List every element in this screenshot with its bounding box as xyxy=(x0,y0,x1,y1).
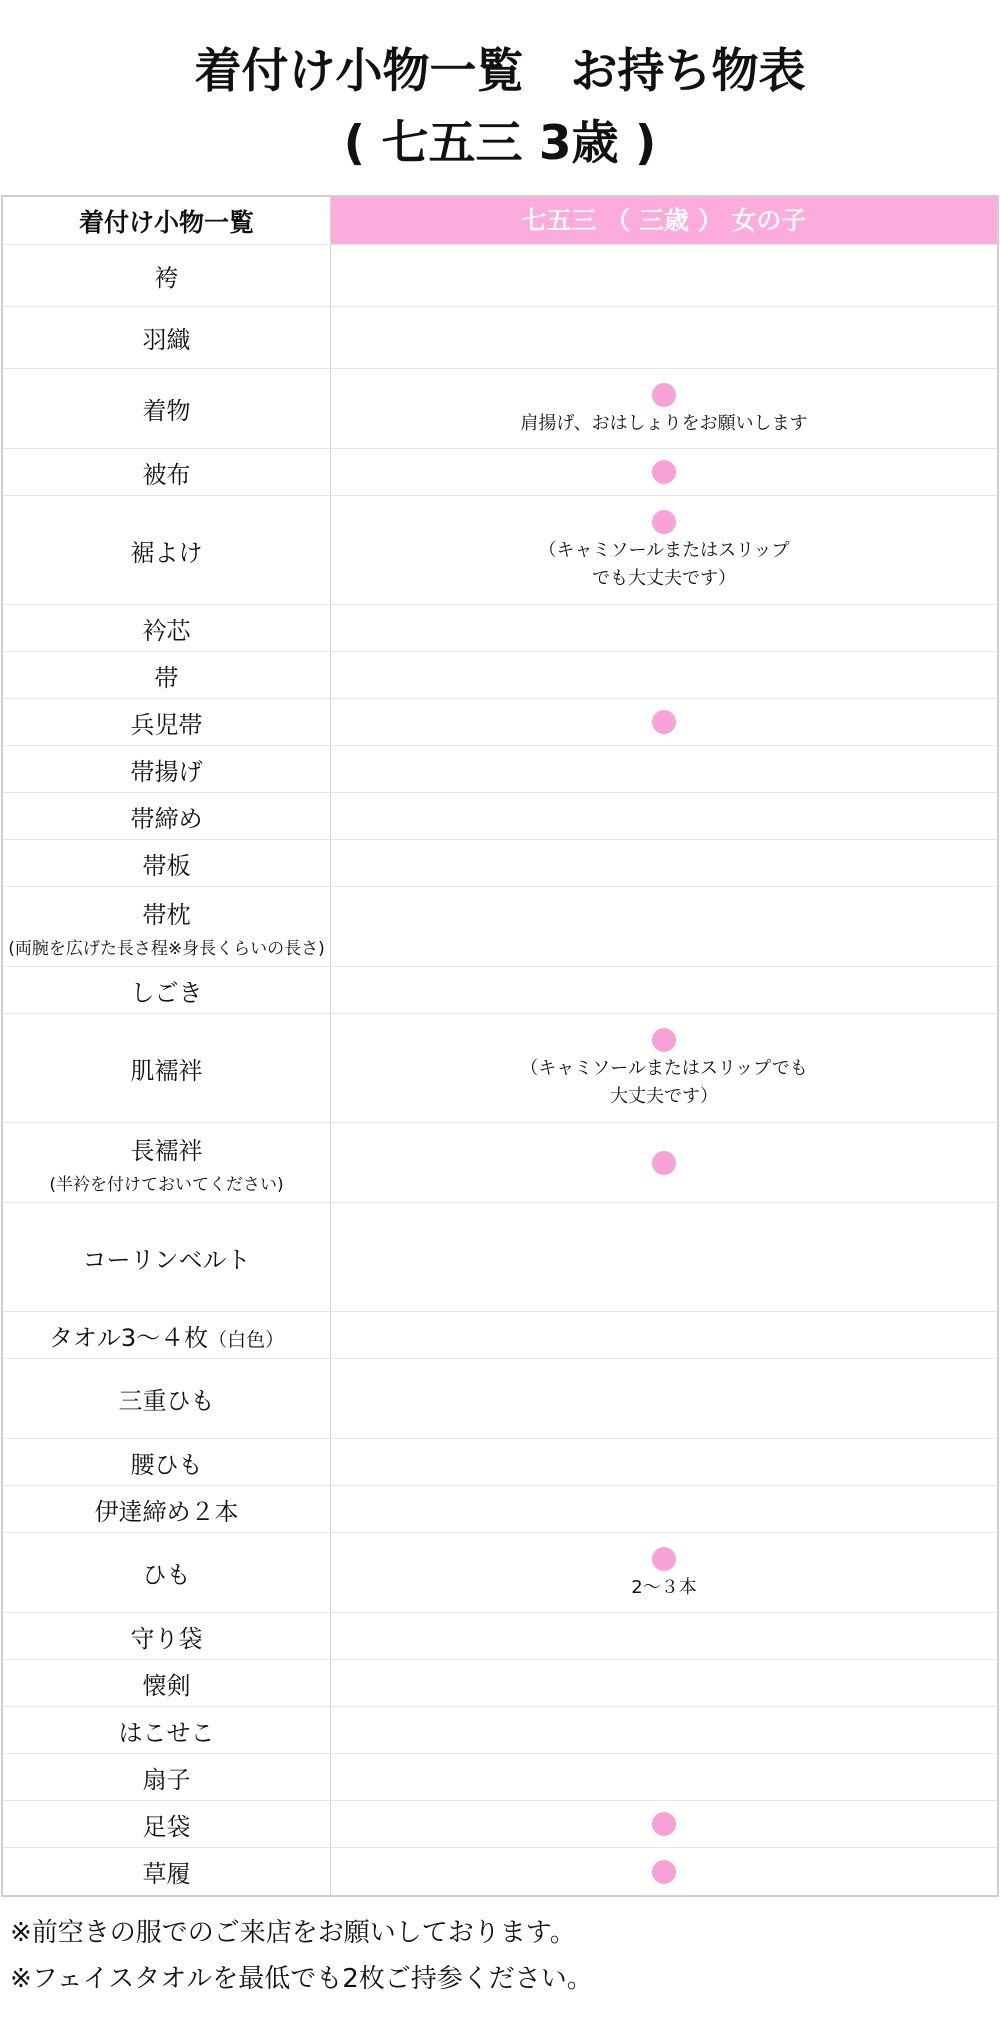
status-cell xyxy=(331,496,997,604)
table-row xyxy=(3,245,997,307)
item-cell xyxy=(3,840,331,886)
table-row xyxy=(3,1848,997,1895)
item-name: 肌襦袢 xyxy=(130,1056,203,1085)
item-note: （キャミソールまたはスリップでも 大丈夫です） xyxy=(520,1058,808,1107)
table-row xyxy=(3,1660,997,1707)
item-name: 裾よけ xyxy=(130,538,203,567)
item-name: 着物 xyxy=(142,397,191,425)
table-row xyxy=(3,1439,997,1486)
status-cell xyxy=(331,746,997,792)
item-cell xyxy=(3,1486,331,1532)
required-dot-icon xyxy=(652,510,676,534)
table-row xyxy=(3,1801,997,1848)
item-cell xyxy=(3,1533,331,1612)
required-dot-icon xyxy=(652,1028,676,1052)
item-cell xyxy=(3,1439,331,1485)
item-name: 帯 xyxy=(154,663,179,692)
item-cell xyxy=(3,1312,331,1358)
item-cell xyxy=(3,1123,331,1202)
status-cell xyxy=(331,1707,997,1753)
required-dot-icon xyxy=(652,1151,676,1175)
required-dot-icon xyxy=(652,1547,676,1571)
required-dot-icon xyxy=(652,1860,676,1884)
status-cell xyxy=(331,1533,997,1612)
table-row xyxy=(3,1754,997,1801)
status-cell xyxy=(331,1123,997,1202)
table-row xyxy=(3,369,997,449)
item-cell xyxy=(3,245,331,306)
table-row xyxy=(3,1312,997,1359)
table-row xyxy=(3,1203,997,1312)
table-row xyxy=(3,652,997,699)
status-cell xyxy=(331,887,997,966)
status-cell xyxy=(331,1613,997,1659)
table-row xyxy=(3,840,997,887)
status-cell xyxy=(331,1660,997,1706)
item-name: しごき xyxy=(130,978,203,1007)
table-row xyxy=(3,1613,997,1660)
item-name: 守り袋 xyxy=(130,1624,203,1653)
item-name: 懐剣 xyxy=(142,1671,191,1700)
item-name: 足袋 xyxy=(142,1812,191,1841)
item-cell xyxy=(3,307,331,368)
status-cell xyxy=(331,967,997,1013)
table-row xyxy=(3,307,997,369)
item-name: 帯板 xyxy=(142,851,191,880)
item-name: 袴 xyxy=(154,264,179,292)
status-cell xyxy=(331,840,997,886)
status-cell xyxy=(331,1014,997,1122)
status-cell xyxy=(331,1801,997,1847)
item-note: 肩揚げ、おはしょりをお願いします xyxy=(520,412,808,434)
item-name: 羽織 xyxy=(142,326,191,354)
item-name: ひも xyxy=(142,1561,191,1589)
item-cell xyxy=(3,1613,331,1659)
item-name: 三重ひも xyxy=(118,1387,215,1415)
table-row xyxy=(3,1123,997,1203)
item-name: 帯揚げ xyxy=(130,757,203,786)
table-row xyxy=(3,1533,997,1613)
page-title xyxy=(0,0,1000,171)
table-row xyxy=(3,1359,997,1439)
item-name: 伊達締め２本 xyxy=(94,1497,239,1526)
title-line-1: 着付け小物一覧 お持ち物表 xyxy=(194,44,806,99)
item-cell xyxy=(3,887,331,966)
item-suffix: （白色） xyxy=(208,1328,285,1351)
item-cell xyxy=(3,967,331,1013)
item-name: コーリンベルト xyxy=(82,1245,251,1274)
item-cell xyxy=(3,605,331,651)
status-cell xyxy=(331,307,997,368)
status-cell xyxy=(331,1754,997,1800)
item-cell xyxy=(3,1848,331,1895)
status-cell xyxy=(331,1203,997,1311)
item-cell xyxy=(3,1203,331,1311)
status-cell xyxy=(331,652,997,698)
status-cell xyxy=(331,793,997,839)
required-dot-icon xyxy=(652,1812,676,1836)
item-cell xyxy=(3,793,331,839)
item-note: （キャミソールまたはスリップ でも大丈夫です） xyxy=(538,540,790,589)
item-name: 扇子 xyxy=(142,1765,191,1794)
item-cell xyxy=(3,652,331,698)
footer-notes xyxy=(10,1910,593,2002)
table-row xyxy=(3,496,997,605)
status-cell xyxy=(331,1486,997,1532)
item-cell xyxy=(3,1801,331,1847)
item-cell xyxy=(3,1754,331,1800)
item-subnote: (半衿を付けておいてください) xyxy=(49,1174,284,1195)
status-cell xyxy=(331,245,997,306)
item-name: 帯締め xyxy=(130,804,203,833)
required-dot-icon xyxy=(652,710,676,734)
status-cell xyxy=(331,1312,997,1358)
item-name: 衿芯 xyxy=(142,616,191,645)
item-cell xyxy=(3,699,331,745)
status-cell xyxy=(331,1359,997,1438)
status-cell xyxy=(331,605,997,651)
status-cell xyxy=(331,1848,997,1895)
header-shichigosan: 七五三 （ 三歳 ） 女の子 xyxy=(331,197,997,244)
header-items: 着付け小物一覧 xyxy=(3,197,331,244)
table-row xyxy=(3,1707,997,1754)
table-row xyxy=(3,887,997,967)
item-name: 帯枕 xyxy=(142,900,191,929)
table-row xyxy=(3,1014,997,1123)
item-name: はこせこ xyxy=(118,1718,215,1747)
item-cell xyxy=(3,1014,331,1122)
status-cell xyxy=(331,699,997,745)
required-dot-icon xyxy=(652,383,676,407)
table-row xyxy=(3,746,997,793)
item-cell xyxy=(3,1359,331,1438)
status-cell xyxy=(331,369,997,448)
item-note: 2〜３本 xyxy=(631,1576,697,1598)
footer-note-2: ※フェイスタオルを最低でも2枚ご持参ください。 xyxy=(10,1964,593,1994)
item-cell xyxy=(3,1707,331,1753)
title-line-2: ( 七五三 3歳 ) xyxy=(343,116,657,171)
table-row xyxy=(3,449,997,496)
item-name: 兵児帯 xyxy=(130,710,203,739)
table-row xyxy=(3,605,997,652)
table-row xyxy=(3,699,997,746)
footer-note-1: ※前空きの服でのご来店をお願いしております。 xyxy=(10,1918,576,1948)
item-name: 腰ひも xyxy=(130,1450,203,1479)
item-name: 被布 xyxy=(142,460,191,489)
item-cell xyxy=(3,496,331,604)
table-row xyxy=(3,1486,997,1533)
item-cell xyxy=(3,449,331,495)
item-cell xyxy=(3,746,331,792)
item-name: 草履 xyxy=(142,1860,191,1888)
status-cell xyxy=(331,449,997,495)
item-subnote: (両腕を広げた長さ程※身長くらいの長さ) xyxy=(8,938,325,959)
item-name: 長襦袢 xyxy=(130,1136,203,1165)
item-name: タオル3〜４枚 xyxy=(48,1323,209,1352)
item-cell xyxy=(3,1660,331,1706)
table-row xyxy=(3,967,997,1014)
table-row xyxy=(3,793,997,840)
status-cell xyxy=(331,1439,997,1485)
item-cell xyxy=(3,369,331,448)
items-table xyxy=(1,195,999,1897)
table-header-row xyxy=(3,197,997,245)
required-dot-icon xyxy=(652,460,676,484)
